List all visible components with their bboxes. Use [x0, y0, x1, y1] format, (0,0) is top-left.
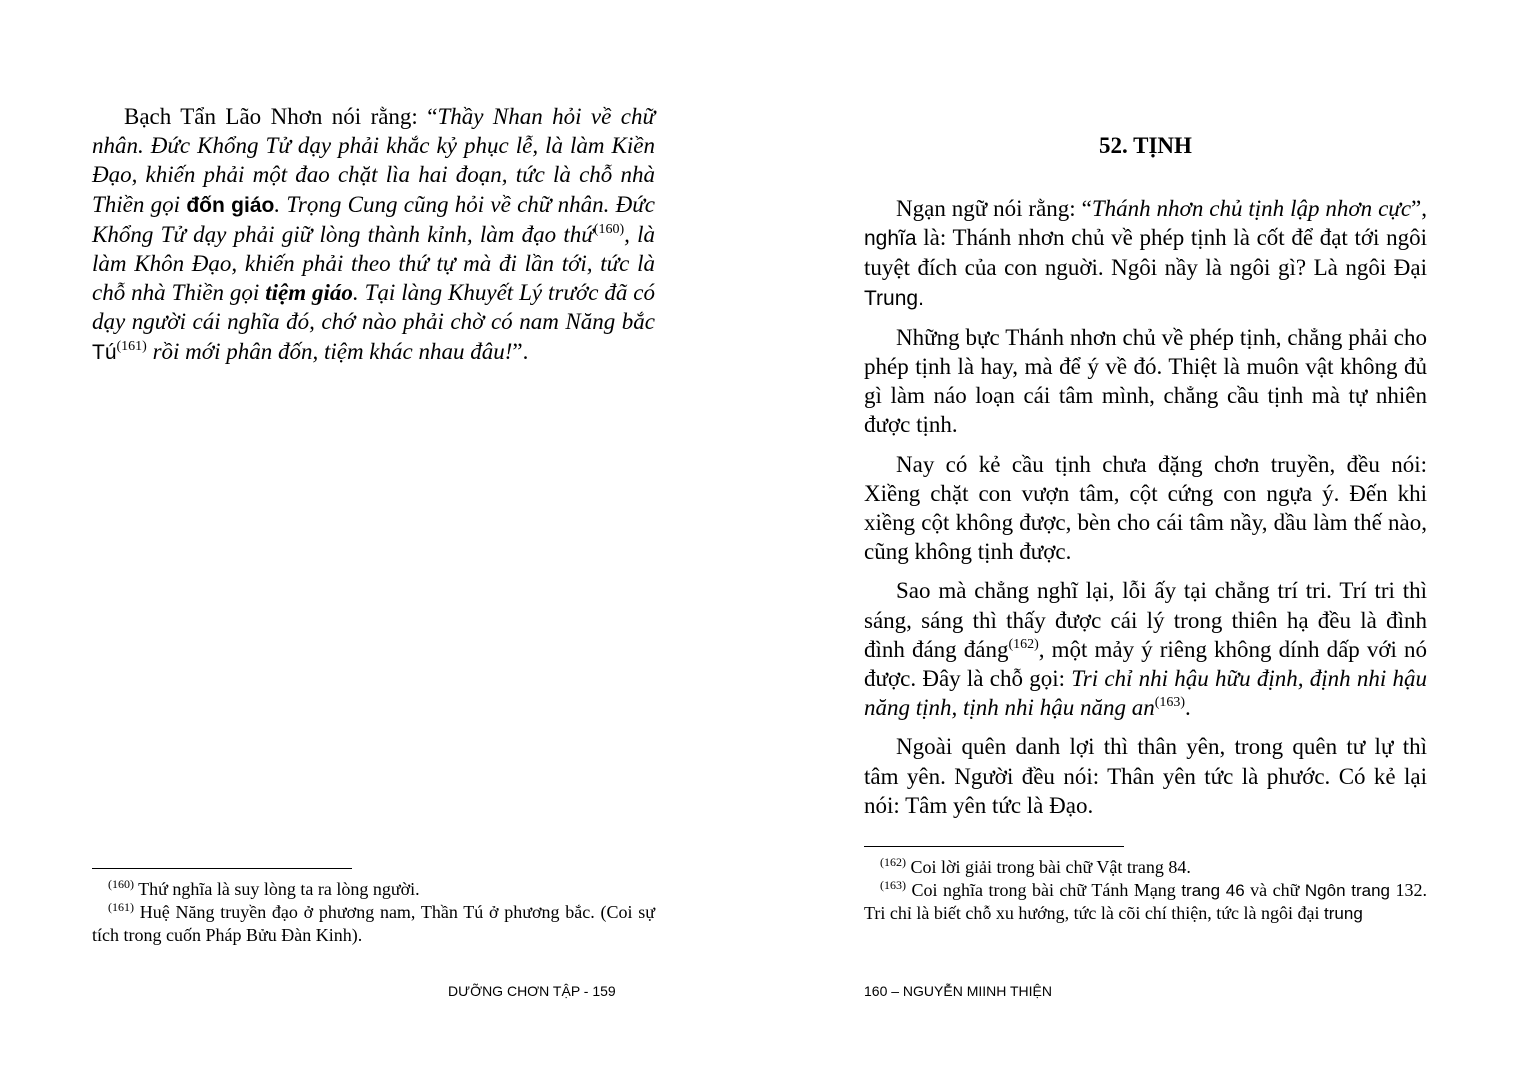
footnote — [92, 901, 655, 947]
paragraph — [864, 450, 1427, 567]
text-run: Thứ nghĩa là suy lòng ta ra lòng người. — [134, 879, 420, 899]
footnote-ref: (163) — [1154, 695, 1186, 711]
text-run: . — [1185, 695, 1191, 721]
footnote-ref: (163) — [880, 878, 906, 892]
footnote-separator — [92, 868, 352, 869]
footnote — [864, 879, 1427, 925]
left-page — [92, 0, 655, 1076]
paragraph — [864, 323, 1427, 440]
text-run: , là làm Khôn Đạo, khiến phải theo thứ tự mà đi lần tới, tức là chỗ nhà Thiền gọi — [92, 221, 655, 306]
text-run: tiệm giáo — [265, 280, 353, 306]
text-run: rồi mới phân đốn, tiệm khác nhau đâu! — [146, 338, 513, 364]
text-run: đốn giáo — [186, 193, 275, 217]
paragraph — [864, 576, 1427, 722]
text-run: Ngôn trang — [1304, 881, 1391, 900]
text-run: Ngạn ngữ nói rằng: “ — [896, 196, 1092, 221]
text-run: Huệ Năng truyền đạo ở phương nam, Thần Tú ở phương bắc. (Coi sự tích trong cuốn Pháp Bửu Đàn Kinh). — [92, 902, 655, 945]
text-run: Coi nghĩa trong bài chữ Tánh Mạng — [906, 880, 1182, 900]
right-page — [864, 0, 1427, 1076]
footnote-ref: (161) — [108, 900, 134, 914]
text-run: Nay có kẻ cầu tịnh chưa đặng chơn truyền, đều nói: Xiềng chặt con vượn tâm, cột cứng con ngựa ý. Đến khi xiềng cột không được, bèn cho cái tâm nầy, dầu làm thế nào, cũng không tịnh được. — [864, 451, 1427, 565]
right-page-footer: 160 – NGUYỄN MIINH THIỆN — [864, 983, 1053, 999]
footnote-ref: (162) — [1008, 636, 1039, 652]
text-run: . Trọng Cung cũng hỏi về chữ nhân. Đức Khổng Tử dạy phải giữ lòng thành kỉnh, làm đạo thứ — [92, 191, 655, 247]
text-run: , một mảy ý riêng không dính dấp với nó được. Đây là chỗ gọi: — [864, 636, 1427, 692]
text-run: Tri chỉ nhi hậu hữu định, định nhi hậu năng tịnh, tịnh nhi hậu năng an — [864, 666, 1427, 721]
text-run: là: Thánh nhơn chủ về phép tịnh là cốt để đạt tới ngôi tuyệt đích của con nguời. Ngôi nầy là ngôi gì? Là ngôi Đại — [864, 225, 1427, 281]
text-run: Những bực Thánh nhơn chủ về phép tịnh, chẳng phải cho phép tịnh là hay, mà để ý về đó. Thiệt là muôn vật không đủ gì làm náo loạn cái tâm mình, chẳng cầu tịnh mà tự nhiên được tịnh. — [864, 324, 1427, 438]
paragraph — [864, 194, 1427, 313]
text-run: ”. — [512, 338, 529, 364]
footnote-ref: (162) — [880, 855, 906, 869]
section-heading: 52. TỊNH — [1099, 133, 1192, 158]
footnote — [864, 856, 1427, 879]
text-run: nghĩa — [864, 227, 917, 251]
left-footnotes — [92, 878, 655, 947]
paragraph — [864, 732, 1427, 820]
text-run: Tú — [92, 340, 117, 364]
text-run: ”, — [1411, 196, 1428, 221]
text-run: Ngoài quên danh lợi thì thân yên, trong quên tư lự thì tâm yên. Người đều nói: Thân yên tức là phước. Có kẻ lại nói: Tâm yên tức là Đạo. — [864, 734, 1427, 818]
text-run: Sao mà chẳng nghĩ lại, lỗi ấy tại chẳng trí tri. Trí tri thì sáng, sáng thì thấy được cái lý trong thiên hạ đều là đình đình đáng đáng — [864, 578, 1427, 662]
right-body-text — [864, 194, 1427, 820]
left-paragraph — [92, 102, 655, 367]
text-run: Thánh nhơn chủ tịnh lập nhơn cực — [1091, 196, 1412, 221]
text-run: 132. Tri chỉ là biết chỗ xu hướng, tức là cõi chí thiện, tức là ngôi đại — [864, 880, 1428, 923]
text-run: Coi lời giải trong bài chữ Vật trang 84. — [906, 857, 1191, 877]
left-page-footer: DƯỠNG CHƠN TẬP - 159 — [448, 983, 616, 999]
text-run: trang 46 — [1181, 881, 1245, 900]
text-run: Thầy Nhan hỏi về chữ nhân. Đức Khổng Tử dạy phải khắc kỷ phục lễ, là làm Kiền Đạo, khiến phải một đao chặt lìa hai đoạn, tức là chỗ nhà Thiền gọi — [92, 104, 655, 217]
footnote-ref: (161) — [116, 338, 147, 354]
text-run: trung — [1324, 904, 1363, 923]
right-footnotes — [864, 856, 1427, 925]
text-run: . Tại làng Khuyết Lý trước đã có dạy người cái nghĩa đó, chớ nào phải chờ có nam Năng bắc — [92, 280, 655, 335]
text-run: Trung. — [864, 286, 924, 310]
footnote-ref: (160) — [593, 221, 625, 237]
footnote-ref: (160) — [108, 877, 134, 891]
text-run: Bạch Tẩn Lão Nhơn nói rằng: “ — [124, 104, 438, 129]
footnote — [92, 878, 655, 901]
text-run: và chữ — [1244, 880, 1305, 900]
footnote-separator — [864, 846, 1124, 847]
